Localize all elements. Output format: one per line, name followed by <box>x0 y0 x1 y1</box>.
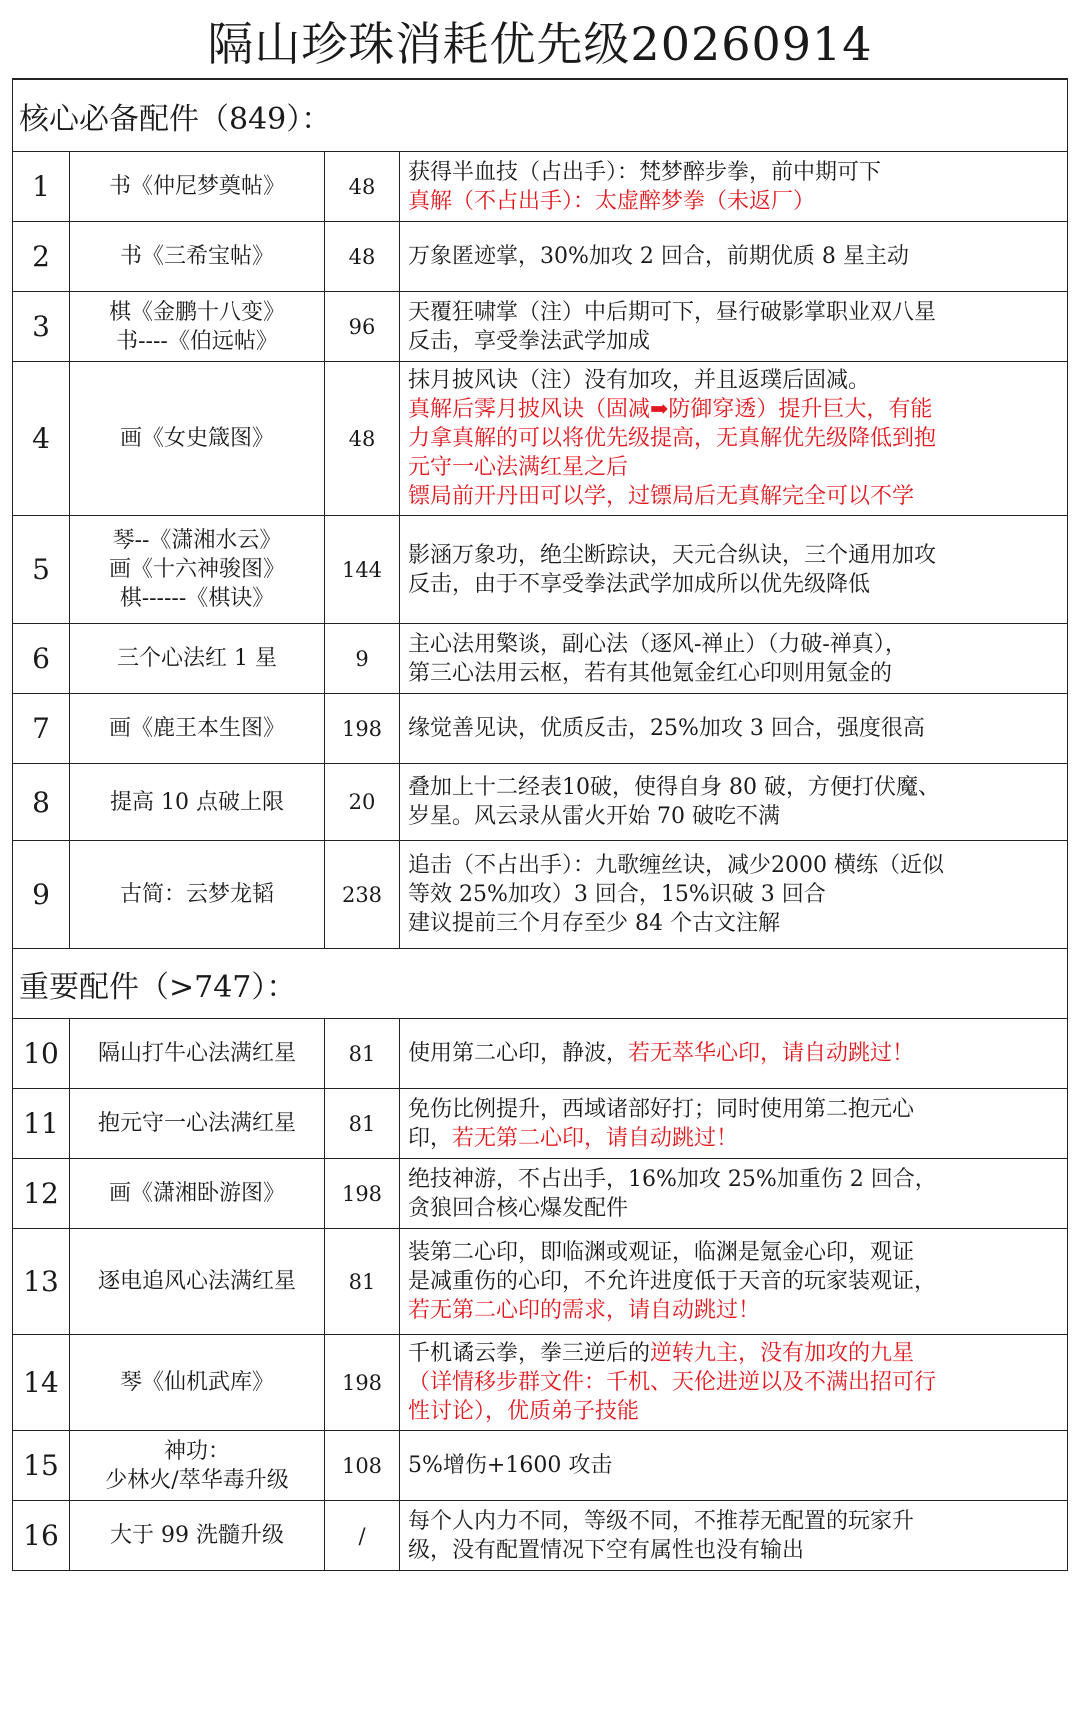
item-name-line: 少林火/萃华毒升级 <box>105 1467 289 1493</box>
item-description <box>400 1335 1068 1431</box>
item-description <box>400 362 1068 516</box>
item-name-line: 画《女史箴图》 <box>119 426 274 451</box>
description-line <box>408 242 1061 271</box>
table-row <box>13 292 1068 362</box>
item-name-line: 三个心法红 1 星 <box>117 646 277 671</box>
item-description <box>400 1089 1068 1159</box>
table-row <box>13 222 1068 292</box>
item-name-line: 古简：云梦龙韬 <box>119 882 274 907</box>
description-text: 建议提前三个月存至少 84 个古文注解 <box>408 911 780 936</box>
description-text: 5%增伤+1600 攻击 <box>408 1453 613 1478</box>
item-name-line: 书《三希宝帖》 <box>119 244 274 269</box>
item-description <box>400 1431 1068 1501</box>
description-text: 使用第二心印，静波， <box>408 1041 629 1066</box>
description-note-red: （详情移步群文件：千机、天伦进逆以及不满出招可行 <box>408 1370 937 1395</box>
pearl-cost: 20 <box>325 764 400 841</box>
description-note-red: 若无萃华心印，请自动跳过！ <box>628 1041 915 1066</box>
row-number: 5 <box>13 516 70 624</box>
description-line <box>408 714 1061 743</box>
description-note-red: 性讨论），优质弟子技能 <box>408 1399 640 1424</box>
sheet-title: 隔山珍珠消耗优先级20260914 <box>12 8 1068 79</box>
section-header-row <box>13 80 1068 152</box>
item-name-line: 提高 10 点破上限 <box>110 789 284 815</box>
item-name <box>70 362 325 516</box>
item-description <box>400 222 1068 292</box>
row-number: 6 <box>13 624 70 694</box>
description-text: 贪狼回合核心爆发配件 <box>408 1195 629 1221</box>
item-name <box>70 624 325 694</box>
row-number: 3 <box>13 292 70 362</box>
item-name <box>70 1159 325 1229</box>
table-row <box>13 841 1068 949</box>
item-name-line: 大于 99 洗髓升级 <box>110 1523 284 1548</box>
priority-table <box>12 79 1068 1571</box>
description-line <box>408 570 1061 599</box>
item-description <box>400 1019 1068 1089</box>
description-line <box>408 802 1061 831</box>
item-name <box>70 1335 325 1431</box>
description-line <box>408 1039 1061 1068</box>
item-description <box>400 1501 1068 1571</box>
description-line <box>408 1296 1061 1325</box>
description-note-red: 真解后霁月披风诀（固减➡防御穿透）提升巨大，有能 <box>408 397 933 422</box>
item-description <box>400 1229 1068 1335</box>
pearl-cost: 198 <box>325 694 400 764</box>
table-row <box>13 1335 1068 1431</box>
row-number: 12 <box>13 1159 70 1229</box>
pearl-cost: 198 <box>325 1335 400 1431</box>
row-number: 4 <box>13 362 70 516</box>
item-description <box>400 1159 1068 1229</box>
description-note-red: 真解（不占出手）：太虚醉梦拳（未返厂） <box>408 188 816 214</box>
description-note-red: 逆转九主，没有加攻的九星 <box>650 1341 915 1366</box>
pearl-cost: 48 <box>325 222 400 292</box>
item-name-line: 画《十六神骏图》 <box>108 557 285 582</box>
description-text: 缘觉善见诀，优质反击，25%加攻 3 回合，强度很高 <box>408 716 925 741</box>
pearl-cost: 48 <box>325 362 400 516</box>
item-name <box>70 1229 325 1335</box>
item-name <box>70 516 325 624</box>
description-text: 绝技神游，不占出手，16%加攻 25%加重伤 2 回合， <box>408 1166 937 1192</box>
description-text: 叠加上十二经表10破，使得自身 80 破，方便打伏魔、 <box>408 775 940 800</box>
description-text: 反击，由于不享受拳法武学加成所以优先级降低 <box>408 571 871 597</box>
description-text: 追击（不占出手）：九歌缠丝诀，减少2000 横练（近似 <box>408 853 944 878</box>
priority-sheet <box>12 8 1068 1571</box>
item-description <box>400 624 1068 694</box>
row-number: 11 <box>13 1089 70 1159</box>
description-line <box>408 1536 1061 1565</box>
description-text: 影涵万象功，绝尘断踪诀，天元合纵诀，三个通用加攻 <box>408 542 937 568</box>
description-text: 免伤比例提升，西域诸部好打；同时使用第二抱元心 <box>408 1096 915 1122</box>
description-text: 每个人内力不同，等级不同，不推荐无配置的玩家升 <box>408 1508 915 1534</box>
row-number: 9 <box>13 841 70 949</box>
item-name <box>70 694 325 764</box>
description-note-red: 力拿真解的可以将优先级提高，无真解优先级降低到抱 <box>408 426 937 451</box>
item-name <box>70 764 325 841</box>
table-row <box>13 1229 1068 1335</box>
pearl-cost: 81 <box>325 1019 400 1089</box>
pearl-cost: 238 <box>325 841 400 949</box>
section-heading: 核心必备配件（849）： <box>13 80 1068 152</box>
item-name-line: 画《潇湘卧游图》 <box>108 1181 285 1206</box>
description-note-red: 若无第二心印的需求，请自动跳过！ <box>408 1298 761 1323</box>
item-name <box>70 1019 325 1089</box>
row-number: 10 <box>13 1019 70 1089</box>
row-number: 15 <box>13 1431 70 1501</box>
pearl-cost: 198 <box>325 1159 400 1229</box>
item-name <box>70 841 325 949</box>
description-line <box>408 1165 1061 1194</box>
row-number: 2 <box>13 222 70 292</box>
description-line <box>408 1507 1061 1536</box>
section-header-row <box>13 949 1068 1019</box>
description-text: 抹月披风诀（注）没有加攻，并且返璞后固减。 <box>408 368 871 393</box>
description-line <box>408 1238 1061 1267</box>
description-line <box>408 851 1061 880</box>
section-heading: 重要配件（>747）： <box>13 949 1068 1019</box>
description-line <box>408 298 1061 327</box>
description-line <box>408 453 1061 482</box>
item-name-line: 逐电追风心法满红星 <box>97 1269 296 1294</box>
item-description <box>400 516 1068 624</box>
description-text: 岁星。风云录从雷火开始 70 破吃不满 <box>408 804 780 829</box>
item-name-line: 棋------《棋诀》 <box>119 586 275 611</box>
description-line <box>408 909 1061 938</box>
item-name-line: 书----《伯远帖》 <box>116 328 278 354</box>
description-text: 第三心法用云枢，若有其他氪金红心印则用氪金的 <box>408 660 893 686</box>
item-name <box>70 222 325 292</box>
description-line <box>408 1397 1061 1426</box>
pearl-cost: 9 <box>325 624 400 694</box>
description-line <box>408 659 1061 688</box>
table-row <box>13 624 1068 694</box>
description-text: 印， <box>408 1125 453 1151</box>
description-line <box>408 773 1061 802</box>
description-line <box>408 880 1061 909</box>
table-row <box>13 516 1068 624</box>
item-name-line: 抱元守一心法满红星 <box>97 1111 296 1136</box>
item-name-line: 琴--《潇湘水云》 <box>112 528 282 553</box>
description-text: 是减重伤的心印，不允许进度低于天音的玩家装观证， <box>408 1269 937 1294</box>
row-number: 14 <box>13 1335 70 1431</box>
description-line <box>408 424 1061 453</box>
row-number: 1 <box>13 152 70 222</box>
description-text: 天覆狂啸掌（注）中后期可下，昼行破影掌职业双八星 <box>408 299 937 325</box>
item-description <box>400 841 1068 949</box>
pearl-cost: 96 <box>325 292 400 362</box>
pearl-cost: 81 <box>325 1089 400 1159</box>
description-line <box>408 630 1061 659</box>
row-number: 13 <box>13 1229 70 1335</box>
description-text: 万象匿迹掌，30%加攻 2 回合，前期优质 8 星主动 <box>408 244 909 269</box>
description-line <box>408 1095 1061 1124</box>
description-line <box>408 541 1061 570</box>
item-description <box>400 152 1068 222</box>
description-line <box>408 482 1061 511</box>
table-row <box>13 764 1068 841</box>
pearl-cost: 108 <box>325 1431 400 1501</box>
description-text: 级，没有配置情况下空有属性也没有输出 <box>408 1537 805 1563</box>
description-line <box>408 1267 1061 1296</box>
table-row <box>13 1159 1068 1229</box>
table-row <box>13 1019 1068 1089</box>
table-row <box>13 1089 1068 1159</box>
description-text: 装第二心印，即临渊或观证，临渊是氪金心印，观证 <box>408 1240 915 1265</box>
item-description <box>400 694 1068 764</box>
description-note-red: 若无第二心印，请自动跳过！ <box>452 1125 739 1151</box>
description-text: 等效 25%加攻）3 回合，15%识破 3 回合 <box>408 882 826 907</box>
row-number: 16 <box>13 1501 70 1571</box>
description-line <box>408 327 1061 356</box>
description-line <box>408 395 1061 424</box>
description-text: 获得半血技（占出手）：梵梦醉步拳，前中期可下 <box>408 159 882 185</box>
item-description <box>400 292 1068 362</box>
table-row <box>13 1431 1068 1501</box>
description-text: 反击，享受拳法武学加成 <box>408 328 651 354</box>
description-note-red: 元守一心法满红星之后 <box>408 455 629 480</box>
item-name <box>70 1431 325 1501</box>
description-line <box>408 158 1061 187</box>
item-name-line: 琴《仙机武库》 <box>119 1370 274 1395</box>
description-text: 主心法用檠谈，副心法（逐风-禅止）（力破-禅真）， <box>408 631 907 657</box>
pearl-cost: 81 <box>325 1229 400 1335</box>
item-name-line: 棋《金鹏十八变》 <box>108 299 285 325</box>
row-number: 7 <box>13 694 70 764</box>
item-description <box>400 764 1068 841</box>
description-line <box>408 1451 1061 1480</box>
item-name <box>70 292 325 362</box>
item-name-line: 画《鹿王本生图》 <box>108 716 285 741</box>
description-line <box>408 187 1061 216</box>
table-row <box>13 694 1068 764</box>
pearl-cost: 144 <box>325 516 400 624</box>
table-row <box>13 362 1068 516</box>
description-note-red: 镖局前开丹田可以学，过镖局后无真解完全可以不学 <box>408 484 915 509</box>
item-name-line: 隔山打牛心法满红星 <box>97 1041 296 1066</box>
table-row <box>13 1501 1068 1571</box>
item-name <box>70 1089 325 1159</box>
description-text: 千机谲云拳，拳三逆后的 <box>408 1341 651 1366</box>
description-line <box>408 1339 1061 1368</box>
description-line <box>408 1194 1061 1223</box>
description-line <box>408 1124 1061 1153</box>
item-name-line: 书《仲尼梦奠帖》 <box>108 174 285 199</box>
table-row <box>13 152 1068 222</box>
description-line <box>408 366 1061 395</box>
item-name-line: 神功： <box>163 1438 230 1464</box>
description-line <box>408 1368 1061 1397</box>
pearl-cost: / <box>325 1501 400 1571</box>
item-name <box>70 1501 325 1571</box>
pearl-cost: 48 <box>325 152 400 222</box>
item-name <box>70 152 325 222</box>
row-number: 8 <box>13 764 70 841</box>
